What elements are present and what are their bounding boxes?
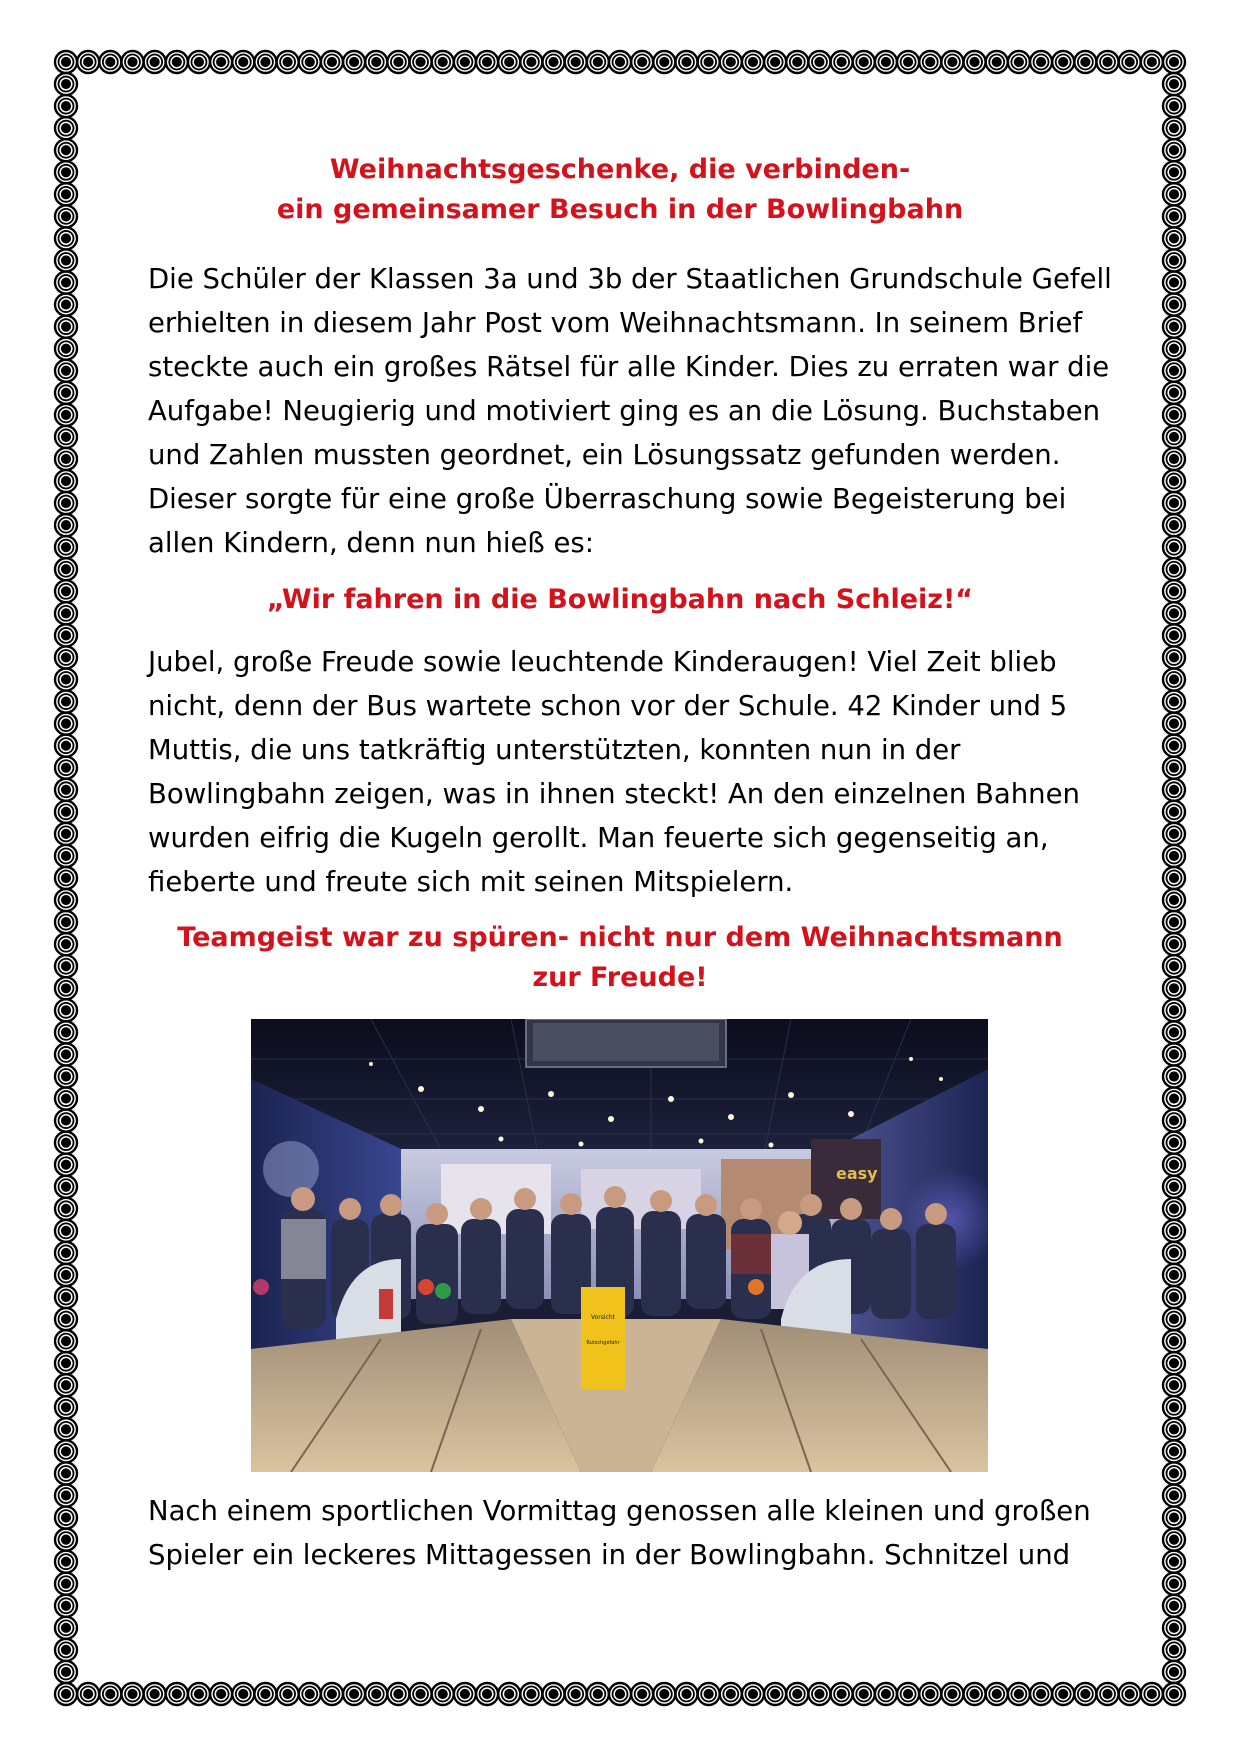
spiral-ornament bbox=[55, 1308, 77, 1330]
spiral-ornament bbox=[1163, 1683, 1185, 1705]
spiral-ornament bbox=[808, 1683, 830, 1705]
spiral-ornament bbox=[1163, 1529, 1185, 1551]
paragraph-line: Aufgabe! Neugierig und motiviert ging es an die Lösung. Buchstaben bbox=[148, 395, 1101, 427]
spiral-ornament bbox=[964, 1683, 986, 1705]
spiral-ornament bbox=[55, 1330, 77, 1352]
spiral-ornament bbox=[55, 404, 77, 426]
spiral-ornament bbox=[1163, 1242, 1185, 1264]
spiral-ornament bbox=[1030, 51, 1052, 73]
quote-line: „Wir fahren in die Bowlingbahn nach Schleiz!“ bbox=[266, 584, 974, 615]
spiral-ornament bbox=[55, 1440, 77, 1462]
spiral-ornament bbox=[520, 51, 542, 73]
spiral-ornament bbox=[365, 1683, 387, 1705]
spiral-ornament bbox=[1119, 51, 1141, 73]
spiral-ornament bbox=[1163, 911, 1185, 933]
spiral-ornament bbox=[321, 1683, 343, 1705]
spiral-ornament bbox=[1163, 801, 1185, 823]
spiral-ornament bbox=[609, 1683, 631, 1705]
spiral-ornament bbox=[55, 51, 77, 73]
teamgeist-heading bbox=[148, 918, 1092, 998]
spiral-ornament bbox=[55, 933, 77, 955]
spiral-ornament bbox=[1163, 580, 1185, 602]
spiral-ornament bbox=[986, 1683, 1008, 1705]
spiral-ornament bbox=[55, 73, 77, 95]
spiral-ornament bbox=[55, 713, 77, 735]
spiral-ornament bbox=[498, 51, 520, 73]
spiral-ornament bbox=[55, 580, 77, 602]
spiral-ornament bbox=[1163, 1043, 1185, 1065]
spiral-ornament bbox=[55, 779, 77, 801]
spiral-ornament bbox=[188, 1683, 210, 1705]
spiral-ornament bbox=[631, 51, 653, 73]
spiral-ornament bbox=[55, 272, 77, 294]
spiral-ornament bbox=[1163, 646, 1185, 668]
spiral-ornament bbox=[387, 1683, 409, 1705]
spiral-ornament bbox=[1163, 735, 1185, 757]
spiral-ornament bbox=[964, 51, 986, 73]
spiral-ornament bbox=[55, 117, 77, 139]
bowling-photo bbox=[251, 1019, 988, 1472]
spiral-ornament bbox=[1074, 51, 1096, 73]
spiral-ornament bbox=[1163, 779, 1185, 801]
spiral-ornament bbox=[55, 845, 77, 867]
spiral-ornament bbox=[897, 1683, 919, 1705]
spiral-ornament bbox=[55, 646, 77, 668]
spiral-ornament bbox=[55, 205, 77, 227]
spiral-ornament bbox=[698, 51, 720, 73]
spiral-ornament bbox=[55, 1573, 77, 1595]
spiral-ornament bbox=[609, 51, 631, 73]
spiral-ornament bbox=[941, 1683, 963, 1705]
spiral-ornament bbox=[343, 1683, 365, 1705]
spiral-ornament bbox=[1163, 1132, 1185, 1154]
spiral-ornament bbox=[387, 51, 409, 73]
spiral-ornament bbox=[808, 51, 830, 73]
spiral-ornament bbox=[166, 1683, 188, 1705]
paragraph-trip bbox=[148, 640, 1108, 904]
paragraph-line: Jubel, große Freude sowie leuchtende Kinderaugen! Viel Zeit blieb bbox=[148, 646, 1057, 678]
spiral-ornament bbox=[1163, 360, 1185, 382]
spiral-ornament bbox=[1163, 205, 1185, 227]
spiral-ornament bbox=[1008, 51, 1030, 73]
spiral-ornament bbox=[1163, 294, 1185, 316]
spiral-ornament bbox=[77, 1683, 99, 1705]
spiral-ornament bbox=[1163, 139, 1185, 161]
spiral-ornament bbox=[941, 51, 963, 73]
spiral-ornament bbox=[55, 911, 77, 933]
spiral-ornament bbox=[55, 558, 77, 580]
spiral-ornament bbox=[121, 51, 143, 73]
spiral-ornament bbox=[432, 51, 454, 73]
spiral-ornament bbox=[1141, 51, 1163, 73]
spiral-ornament bbox=[55, 1198, 77, 1220]
spiral-ornament bbox=[55, 1220, 77, 1242]
spiral-ornament bbox=[1163, 536, 1185, 558]
spiral-ornament bbox=[277, 51, 299, 73]
spiral-ornament bbox=[55, 1595, 77, 1617]
spiral-ornament bbox=[587, 51, 609, 73]
paragraph-line: Bowlingbahn zeigen, was in ihnen steckt! An den einzelnen Bahnen bbox=[148, 778, 1080, 810]
sign-text-warning: Vorsicht bbox=[590, 1314, 616, 1321]
spiral-ornament bbox=[875, 51, 897, 73]
spiral-ornament bbox=[121, 1683, 143, 1705]
spiral-ornament bbox=[55, 977, 77, 999]
spiral-ornament bbox=[1163, 1330, 1185, 1352]
spiral-ornament bbox=[1030, 1683, 1052, 1705]
spiral-ornament bbox=[520, 1683, 542, 1705]
spiral-ornament bbox=[166, 51, 188, 73]
spiral-ornament bbox=[1163, 1352, 1185, 1374]
spiral-ornament bbox=[1119, 1683, 1141, 1705]
paragraph-intro bbox=[148, 257, 1112, 565]
wall-logo-text: easy bbox=[836, 1164, 878, 1183]
spiral-ornament bbox=[55, 139, 77, 161]
spiral-ornament bbox=[55, 470, 77, 492]
spiral-ornament bbox=[565, 51, 587, 73]
spiral-ornament bbox=[1163, 1462, 1185, 1484]
paragraph-line: wurden eifrig die Kugeln gerollt. Man feuerte sich gegenseitig an, bbox=[148, 822, 1049, 854]
spiral-ornament bbox=[1163, 1639, 1185, 1661]
spiral-ornament bbox=[55, 249, 77, 271]
spiral-ornament bbox=[232, 1683, 254, 1705]
spiral-ornament bbox=[1052, 51, 1074, 73]
spiral-ornament bbox=[55, 889, 77, 911]
spiral-ornament bbox=[1163, 514, 1185, 536]
spiral-ornament bbox=[543, 1683, 565, 1705]
spiral-ornament bbox=[55, 867, 77, 889]
spiral-ornament bbox=[55, 514, 77, 536]
spiral-ornament bbox=[897, 51, 919, 73]
spiral-ornament bbox=[698, 1683, 720, 1705]
spiral-ornament bbox=[1008, 1683, 1030, 1705]
spiral-ornament bbox=[321, 51, 343, 73]
spiral-ornament bbox=[1163, 1507, 1185, 1529]
spiral-ornament bbox=[675, 1683, 697, 1705]
spiral-ornament bbox=[1163, 933, 1185, 955]
spiral-ornament bbox=[55, 1617, 77, 1639]
spiral-ornament bbox=[1163, 1264, 1185, 1286]
spiral-ornament bbox=[742, 1683, 764, 1705]
spiral-ornament bbox=[587, 1683, 609, 1705]
spiral-ornament bbox=[254, 51, 276, 73]
spiral-ornament bbox=[653, 51, 675, 73]
subheading-line-1: Teamgeist war zu spüren- nicht nur dem Weihnachtsmann bbox=[177, 922, 1063, 953]
spiral-ornament bbox=[1163, 1065, 1185, 1087]
spiral-ornament bbox=[1163, 624, 1185, 646]
spiral-ornament bbox=[720, 1683, 742, 1705]
spiral-ornament bbox=[1163, 1154, 1185, 1176]
spiral-ornament bbox=[454, 1683, 476, 1705]
spiral-ornament bbox=[1052, 1683, 1074, 1705]
spiral-ornament bbox=[1163, 713, 1185, 735]
spiral-ornament bbox=[565, 1683, 587, 1705]
spiral-ornament bbox=[631, 1683, 653, 1705]
spiral-ornament bbox=[1163, 1485, 1185, 1507]
spiral-ornament bbox=[1163, 382, 1185, 404]
spiral-ornament bbox=[55, 338, 77, 360]
spiral-ornament bbox=[454, 51, 476, 73]
spiral-ornament bbox=[1163, 1617, 1185, 1639]
spiral-ornament bbox=[277, 1683, 299, 1705]
spiral-ornament bbox=[299, 51, 321, 73]
spiral-ornament bbox=[254, 1683, 276, 1705]
spiral-ornament bbox=[1163, 1573, 1185, 1595]
spiral-ornament bbox=[55, 1374, 77, 1396]
spiral-ornament bbox=[1163, 1021, 1185, 1043]
spiral-ornament bbox=[1163, 426, 1185, 448]
spiral-ornament bbox=[55, 448, 77, 470]
spiral-ornament bbox=[55, 669, 77, 691]
spiral-ornament bbox=[55, 1551, 77, 1573]
spiral-ornament bbox=[764, 51, 786, 73]
spiral-ornament bbox=[875, 1683, 897, 1705]
spiral-ornament bbox=[742, 51, 764, 73]
spiral-ornament bbox=[55, 1396, 77, 1418]
spiral-ornament bbox=[144, 1683, 166, 1705]
spiral-ornament bbox=[786, 51, 808, 73]
spiral-ornament bbox=[299, 1683, 321, 1705]
spiral-ornament bbox=[55, 1286, 77, 1308]
spiral-ornament bbox=[410, 1683, 432, 1705]
paragraph-line: und Zahlen mussten geordnet, ein Lösungssatz gefunden werden. bbox=[148, 439, 1061, 471]
spiral-ornament bbox=[1163, 338, 1185, 360]
spiral-ornament bbox=[432, 1683, 454, 1705]
sign-text-slippery: Rutschgefahr bbox=[586, 1340, 620, 1346]
spiral-ornament bbox=[1163, 691, 1185, 713]
spiral-ornament bbox=[1163, 602, 1185, 624]
spiral-ornament bbox=[144, 51, 166, 73]
spiral-ornament bbox=[476, 1683, 498, 1705]
spiral-ornament bbox=[365, 51, 387, 73]
spiral-ornament bbox=[1163, 1396, 1185, 1418]
spiral-ornament bbox=[210, 1683, 232, 1705]
spiral-ornament bbox=[1074, 1683, 1096, 1705]
spiral-ornament bbox=[1163, 669, 1185, 691]
spiral-ornament bbox=[55, 1264, 77, 1286]
paragraph-line: allen Kindern, denn nun hieß es: bbox=[148, 527, 595, 559]
spiral-ornament bbox=[55, 999, 77, 1021]
spiral-ornament bbox=[1163, 51, 1185, 73]
title-line-1: Weihnachtsgeschenke, die verbinden- bbox=[329, 154, 911, 185]
spiral-ornament bbox=[55, 735, 77, 757]
spiral-ornament bbox=[1163, 470, 1185, 492]
spiral-ornament bbox=[232, 51, 254, 73]
spiral-ornament bbox=[99, 1683, 121, 1705]
spiral-ornament bbox=[1163, 227, 1185, 249]
spiral-ornament bbox=[55, 294, 77, 316]
spiral-ornament bbox=[1163, 889, 1185, 911]
spiral-ornament bbox=[1163, 1220, 1185, 1242]
spiral-ornament bbox=[1097, 1683, 1119, 1705]
spiral-ornament bbox=[55, 536, 77, 558]
spiral-ornament bbox=[188, 51, 210, 73]
spiral-ornament bbox=[55, 1485, 77, 1507]
spiral-ornament bbox=[543, 51, 565, 73]
spiral-ornament bbox=[55, 1154, 77, 1176]
spiral-ornament bbox=[498, 1683, 520, 1705]
spiral-ornament bbox=[1163, 161, 1185, 183]
paragraph-line: Spieler ein leckeres Mittagessen in der Bowlingbahn. Schnitzel und bbox=[148, 1539, 1071, 1571]
paragraph-line: Nach einem sportlichen Vormittag genossen alle kleinen und großen bbox=[148, 1495, 1091, 1527]
spiral-ornament bbox=[831, 51, 853, 73]
spiral-ornament bbox=[1163, 999, 1185, 1021]
paragraph-lunch bbox=[148, 1489, 1108, 1577]
spiral-ornament bbox=[55, 823, 77, 845]
subheading-line-2: zur Freude! bbox=[532, 962, 708, 993]
paragraph-line: steckte auch ein großes Rätsel für alle Kinder. Dies zu erraten war die bbox=[148, 351, 1110, 383]
spiral-ornament bbox=[1163, 1198, 1185, 1220]
spiral-ornament bbox=[1163, 1176, 1185, 1198]
spiral-ornament bbox=[99, 51, 121, 73]
spiral-ornament bbox=[1163, 867, 1185, 889]
spiral-ornament bbox=[1163, 845, 1185, 867]
spiral-ornament bbox=[1163, 95, 1185, 117]
spiral-ornament bbox=[1163, 757, 1185, 779]
paragraph-line: erhielten in diesem Jahr Post vom Weihnachtsmann. In seinem Brief bbox=[148, 307, 1083, 339]
spiral-ornament bbox=[55, 1110, 77, 1132]
spiral-ornament bbox=[1163, 1374, 1185, 1396]
spiral-ornament bbox=[1163, 448, 1185, 470]
spiral-ornament bbox=[55, 227, 77, 249]
spiral-ornament bbox=[853, 1683, 875, 1705]
paragraph-line: Dieser sorgte für eine große Überraschung sowie Begeisterung bei bbox=[148, 483, 1067, 515]
spiral-ornament bbox=[1163, 1661, 1185, 1683]
spiral-ornament bbox=[1097, 51, 1119, 73]
spiral-ornament bbox=[1163, 823, 1185, 845]
spiral-ornament bbox=[1163, 1440, 1185, 1462]
spiral-ornament bbox=[410, 51, 432, 73]
spiral-ornament bbox=[1163, 955, 1185, 977]
spiral-ornament bbox=[653, 1683, 675, 1705]
quote-heading bbox=[148, 580, 1092, 620]
spiral-ornament bbox=[55, 1418, 77, 1440]
spiral-ornament bbox=[1141, 1683, 1163, 1705]
spiral-ornament bbox=[55, 1021, 77, 1043]
spiral-ornament bbox=[55, 1639, 77, 1661]
spiral-ornament bbox=[831, 1683, 853, 1705]
spiral-ornament bbox=[1163, 183, 1185, 205]
spiral-ornament bbox=[55, 955, 77, 977]
spiral-ornament bbox=[55, 426, 77, 448]
spiral-ornament bbox=[210, 51, 232, 73]
spiral-ornament bbox=[1163, 272, 1185, 294]
spiral-ornament bbox=[55, 360, 77, 382]
spiral-ornament bbox=[55, 1132, 77, 1154]
spiral-ornament bbox=[1163, 73, 1185, 95]
spiral-ornament bbox=[1163, 1110, 1185, 1132]
paragraph-line: nicht, denn der Bus wartete schon vor der Schule. 42 Kinder und 5 bbox=[148, 690, 1068, 722]
spiral-ornament bbox=[55, 801, 77, 823]
spiral-ornament bbox=[55, 757, 77, 779]
spiral-ornament bbox=[55, 95, 77, 117]
spiral-ornament bbox=[55, 1088, 77, 1110]
spiral-ornament bbox=[55, 492, 77, 514]
spiral-ornament bbox=[1163, 117, 1185, 139]
spiral-ornament bbox=[1163, 492, 1185, 514]
spiral-ornament bbox=[720, 51, 742, 73]
spiral-ornament bbox=[764, 1683, 786, 1705]
spiral-ornament bbox=[55, 316, 77, 338]
spiral-ornament bbox=[1163, 1088, 1185, 1110]
spiral-ornament bbox=[77, 51, 99, 73]
spiral-ornament bbox=[1163, 1286, 1185, 1308]
spiral-ornament bbox=[1163, 1418, 1185, 1440]
spiral-ornament bbox=[1163, 977, 1185, 999]
paragraph-line: fieberte und freute sich mit seinen Mitspielern. bbox=[148, 866, 794, 898]
spiral-ornament bbox=[1163, 404, 1185, 426]
spiral-ornament bbox=[1163, 1551, 1185, 1573]
spiral-ornament bbox=[919, 1683, 941, 1705]
document-title bbox=[148, 150, 1092, 230]
spiral-ornament bbox=[476, 51, 498, 73]
spiral-ornament bbox=[1163, 1595, 1185, 1617]
spiral-ornament bbox=[55, 1529, 77, 1551]
spiral-ornament bbox=[986, 51, 1008, 73]
spiral-ornament bbox=[55, 183, 77, 205]
spiral-ornament bbox=[55, 1661, 77, 1683]
spiral-ornament bbox=[1163, 316, 1185, 338]
spiral-ornament bbox=[675, 51, 697, 73]
spiral-ornament bbox=[55, 691, 77, 713]
spiral-ornament bbox=[786, 1683, 808, 1705]
spiral-ornament bbox=[55, 1043, 77, 1065]
spiral-ornament bbox=[55, 1176, 77, 1198]
title-line-2: ein gemeinsamer Besuch in der Bowlingbahn bbox=[276, 194, 964, 225]
spiral-ornament bbox=[1163, 558, 1185, 580]
spiral-ornament bbox=[55, 1242, 77, 1264]
spiral-ornament bbox=[1163, 1308, 1185, 1330]
spiral-ornament bbox=[55, 624, 77, 646]
spiral-ornament bbox=[1163, 249, 1185, 271]
spiral-ornament bbox=[55, 1065, 77, 1087]
spiral-ornament bbox=[343, 51, 365, 73]
spiral-ornament bbox=[55, 1683, 77, 1705]
spiral-ornament bbox=[55, 1507, 77, 1529]
paragraph-line: Die Schüler der Klassen 3a und 3b der Staatlichen Grundschule Gefell bbox=[148, 263, 1112, 295]
paragraph-line: Muttis, die uns tatkräftig unterstützten, konnten nun in der bbox=[148, 734, 961, 766]
spiral-ornament bbox=[55, 1352, 77, 1374]
spiral-ornament bbox=[919, 51, 941, 73]
spiral-ornament bbox=[55, 382, 77, 404]
spiral-ornament bbox=[853, 51, 875, 73]
spiral-ornament bbox=[55, 161, 77, 183]
spiral-ornament bbox=[55, 602, 77, 624]
spiral-ornament bbox=[55, 1462, 77, 1484]
